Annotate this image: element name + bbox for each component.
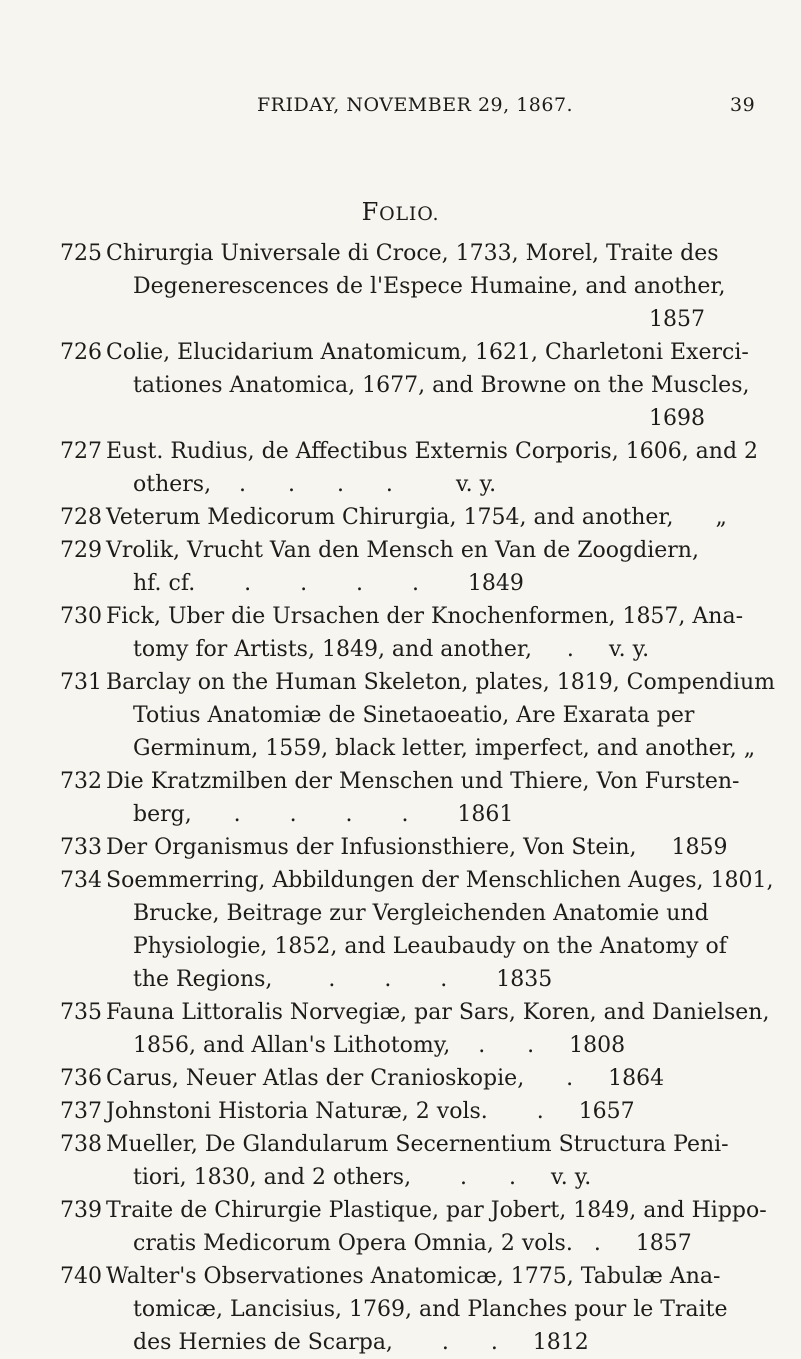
lot-number: 739 [60, 1198, 102, 1223]
lot-number: 740 [60, 1264, 102, 1289]
lot-line: Totius Anatomiæ de Sinetaoeatio, Are Exarata per [133, 703, 695, 728]
lot-line: Germinum, 1559, black letter, imperfect, and another, „ [133, 736, 756, 761]
lot-number: 731 [60, 670, 102, 695]
lot-entry [0, 435, 801, 501]
lot-line: tomicæ, Lancisius, 1769, and Planches pour le Traite [133, 1297, 728, 1322]
lot-entry [0, 666, 801, 765]
lot-entry [0, 1095, 801, 1128]
lot-line: Fauna Littoralis Norvegiæ, par Sars, Koren, and Danielsen, [106, 1000, 770, 1025]
lot-entry [0, 534, 801, 600]
lot-line: Veterum Medicorum Chirurgia, 1754, and another, „ [106, 505, 727, 530]
section-heading-rest: OLIO. [379, 203, 440, 225]
lot-entry [0, 237, 801, 336]
lot-line: Walter's Observationes Anatomicæ, 1775, Tabulæ Ana- [106, 1264, 721, 1289]
lot-line: 1857 [649, 307, 705, 332]
lot-line: tiori, 1830, and 2 others, . . v. y. [133, 1165, 592, 1190]
lot-number: 734 [60, 868, 102, 893]
lot-entry [0, 831, 801, 864]
lot-entry [0, 996, 801, 1062]
lot-number: 732 [60, 769, 102, 794]
lot-line: Eust. Rudius, de Affectibus Externis Corporis, 1606, and 2 [106, 439, 759, 464]
lot-line: the Regions, . . . 1835 [133, 967, 553, 992]
lot-entry [0, 501, 801, 534]
header-date: FRIDAY, NOVEMBER 29, 1867. [257, 94, 574, 116]
lot-line: des Hernies de Scarpa, . . 1812 [133, 1330, 589, 1355]
lot-line: Carus, Neuer Atlas der Cranioskopie, . 1864 [106, 1066, 665, 1091]
lot-line: Soemmerring, Abbildungen der Menschlichen Auges, 1801, [106, 868, 774, 893]
page-number: 39 [730, 94, 756, 116]
lot-number: 727 [60, 439, 102, 464]
lot-line: Die Kratzmilben der Menschen und Thiere, Von Fursten- [106, 769, 740, 794]
lot-line: tationes Anatomica, 1677, and Browne on the Muscles, [133, 373, 750, 398]
lot-line: 1856, and Allan's Lithotomy, . . 1808 [133, 1033, 626, 1058]
lot-line: tomy for Artists, 1849, and another, . v. y. [133, 637, 650, 662]
lot-line: Der Organismus der Infusionsthiere, Von Stein, 1859 [106, 835, 728, 860]
section-heading [0, 198, 801, 226]
lot-entry [0, 1062, 801, 1095]
lot-entry [0, 765, 801, 831]
lot-line: Barclay on the Human Skeleton, plates, 1819, Compendium [106, 670, 776, 695]
lot-number: 737 [60, 1099, 102, 1124]
lot-line: Mueller, De Glandularum Secernentium Structura Peni- [106, 1132, 729, 1157]
lot-number: 728 [60, 505, 102, 530]
lot-number: 725 [60, 241, 102, 266]
lot-entry [0, 600, 801, 666]
lot-line: 1698 [649, 406, 705, 431]
lot-entry [0, 1260, 801, 1359]
lot-line: Chirurgia Universale di Croce, 1733, Morel, Traite des [106, 241, 719, 266]
entry-list [0, 237, 801, 1359]
lot-entry [0, 336, 801, 435]
lot-line: Vrolik, Vrucht Van den Mensch en Van de Zoogdiern, [106, 538, 699, 563]
lot-number: 729 [60, 538, 102, 563]
lot-line: Physiologie, 1852, and Leaubaudy on the Anatomy of [133, 934, 727, 959]
lot-number: 730 [60, 604, 102, 629]
lot-line: cratis Medicorum Opera Omnia, 2 vols. . 1857 [133, 1231, 692, 1256]
lot-entry [0, 1194, 801, 1260]
lot-number: 733 [60, 835, 102, 860]
lot-entry [0, 864, 801, 996]
lot-line: Fick, Uber die Ursachen der Knochenformen, 1857, Ana- [106, 604, 744, 629]
lot-line: others, . . . . v. y. [133, 472, 497, 497]
lot-line: hf. cf. . . . . 1849 [133, 571, 524, 596]
lot-number: 736 [60, 1066, 102, 1091]
page-header [0, 94, 801, 124]
lot-line: Johnstoni Historia Naturæ, 2 vols. . 1657 [106, 1099, 635, 1124]
section-heading-cap: F [361, 198, 380, 226]
lot-entry [0, 1128, 801, 1194]
lot-line: Degenerescences de l'Espece Humaine, and another, [133, 274, 726, 299]
lot-line: Brucke, Beitrage zur Vergleichenden Anatomie und [133, 901, 709, 926]
lot-line: Colie, Elucidarium Anatomicum, 1621, Charletoni Exerci- [106, 340, 749, 365]
lot-number: 726 [60, 340, 102, 365]
lot-line: berg, . . . . 1861 [133, 802, 514, 827]
lot-number: 738 [60, 1132, 102, 1157]
lot-line: Traite de Chirurgie Plastique, par Jobert, 1849, and Hippo- [106, 1198, 767, 1223]
lot-number: 735 [60, 1000, 102, 1025]
